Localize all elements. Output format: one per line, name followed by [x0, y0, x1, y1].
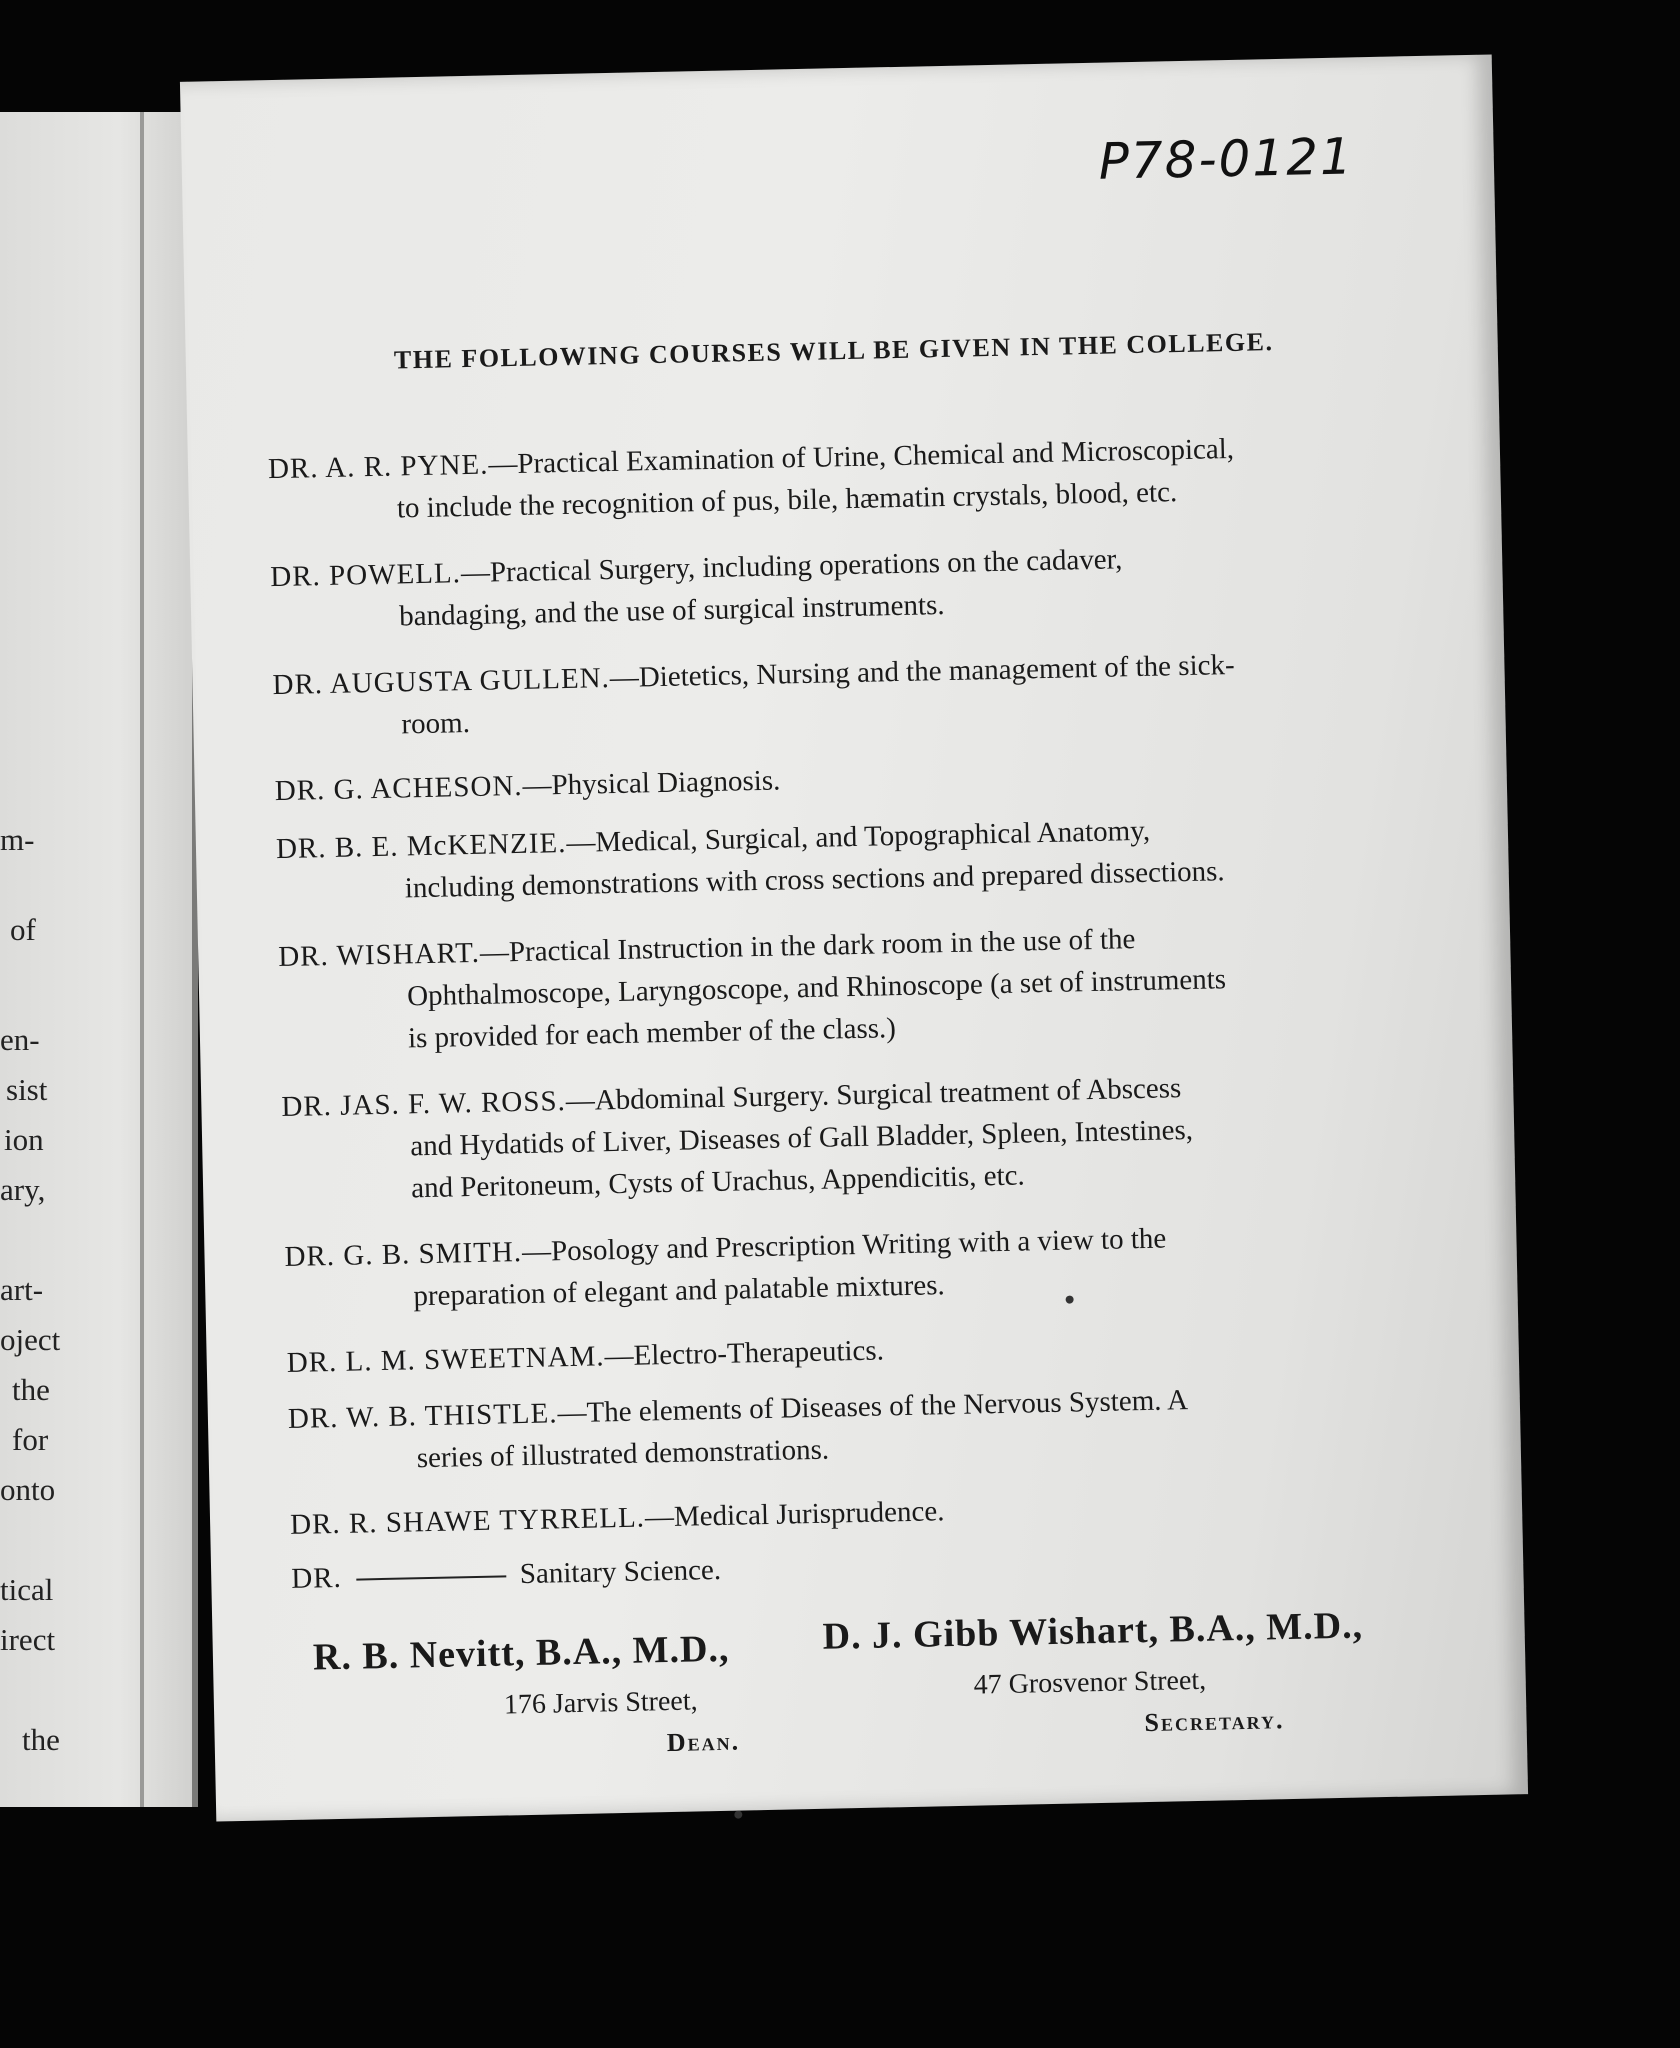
course-description: —Dietetics, Nursing and the management of the sick- — [609, 648, 1235, 695]
course-continuation: preparation of elegant and palatable mixtures. — [413, 1269, 946, 1313]
course-continuation: room. — [401, 707, 471, 741]
left-fragment: m- — [0, 822, 35, 857]
left-fragment: oject — [0, 1322, 61, 1357]
blank-lecturer-line — [356, 1576, 506, 1581]
course-description: —Posology and Prescription Writing with a view to the — [521, 1222, 1167, 1269]
handwritten-catalog-number: P78-0121 — [1098, 127, 1355, 191]
course-entry — [274, 746, 1425, 812]
course-entry — [270, 532, 1422, 640]
course-description: —The elements of Diseases of the Nervous System. A — [557, 1384, 1189, 1430]
left-fragment: ion — [4, 1122, 44, 1157]
left-fragment: ary, — [0, 1172, 46, 1207]
course-description: —Medical, Surgical, and Topographical Anatomy, — [566, 814, 1151, 859]
left-fragment: art- — [0, 1272, 44, 1307]
course-entry — [288, 1374, 1440, 1482]
course-continuation: and Hydatids of Liver, Diseases of Gall Bladder, Spleen, Intestines, — [409, 1113, 1194, 1163]
course-lecturer: DR. JAS. F. W. ROSS. — [281, 1085, 567, 1124]
course-description: Sanitary Science. — [519, 1553, 722, 1591]
course-continuation: Ophthalmoscope, Laryngoscope, and Rhinoscope (a set of instruments — [406, 963, 1227, 1013]
dean-name: R. B. Nevitt, B.A., M.D., — [312, 1627, 730, 1679]
course-lecturer: DR. G. B. SMITH. — [284, 1236, 523, 1273]
course-description: —Electro-Therapeutics. — [604, 1334, 885, 1373]
course-lecturer: DR. W. B. THISTLE. — [287, 1397, 558, 1435]
course-entry — [290, 1480, 1441, 1546]
secretary-name: D. J. Gibb Wishart, B.A., M.D., — [822, 1604, 1364, 1658]
course-entry — [286, 1318, 1437, 1384]
course-lecturer: DR. B. E. McKENZIE. — [275, 827, 567, 866]
course-entry — [281, 1062, 1433, 1212]
course-description: —Medical Jurisprudence. — [644, 1495, 945, 1534]
course-entry — [284, 1212, 1436, 1320]
page-heading: THE FOLLOWING COURSES WILL BE GIVEN IN THE COLLEGE. — [393, 327, 1274, 375]
left-page-fragment — [0, 112, 198, 1807]
secretary-address: 47 Grosvenor Street, — [973, 1664, 1207, 1701]
course-entry — [272, 640, 1424, 748]
course-continuation: bandaging, and the use of surgical instruments. — [398, 589, 945, 633]
course-lecturer: DR. A. R. PYNE. — [267, 448, 489, 486]
course-lecturer: DR. G. ACHESON. — [274, 769, 523, 808]
course-description: —Practical Surgery, including operations on the cadaver, — [460, 543, 1123, 590]
course-continuation: including demonstrations with cross sections and prepared dissections. — [404, 855, 1225, 905]
left-fragment: irect — [0, 1622, 56, 1657]
course-lecturer: DR. L. M. SWEETNAM. — [286, 1340, 605, 1379]
course-lecturer: DR. POWELL. — [269, 557, 462, 594]
left-fragment: for — [12, 1422, 49, 1457]
document-page — [180, 54, 1528, 1821]
left-fragment: en- — [0, 1022, 40, 1057]
course-description: —Practical Examination of Urine, Chemical and Microscopical, — [488, 432, 1235, 481]
left-fragment: sist — [6, 1072, 48, 1107]
course-description: —Practical Instruction in the dark room in the use of the — [479, 923, 1136, 969]
page-gutter — [140, 112, 144, 1807]
course-entry — [291, 1534, 1442, 1600]
course-continuation: series of illustrated demonstrations. — [416, 1433, 830, 1475]
course-lecturer: DR. — [290, 1561, 343, 1595]
left-fragment: the — [22, 1722, 60, 1757]
dean-title: Dean. — [666, 1726, 741, 1758]
course-description: —Abdominal Surgery. Surgical treatment of Abscess — [565, 1072, 1182, 1118]
course-entry — [278, 912, 1430, 1062]
course-lecturer: DR. R. SHAWE TYRRELL. — [289, 1501, 646, 1541]
ink-speck — [734, 1811, 742, 1819]
left-fragment: the — [12, 1372, 50, 1407]
left-fragment: tical — [0, 1572, 54, 1607]
course-continuation: and Peritoneum, Cysts of Urachus, Appendicitis, etc. — [410, 1159, 1026, 1205]
course-entry — [268, 424, 1420, 532]
left-fragment: onto — [0, 1472, 56, 1507]
course-continuation: to include the recognition of pus, bile, hæmatin crystals, blood, etc. — [396, 476, 1178, 525]
course-continuation: is provided for each member of the class.) — [407, 1012, 897, 1055]
left-fragment: of — [10, 912, 36, 947]
dean-address: 176 Jarvis Street, — [503, 1685, 698, 1721]
course-lecturer: DR. AUGUSTA GULLEN. — [272, 662, 611, 702]
course-lecturer: DR. WISHART. — [277, 936, 481, 974]
course-description: —Physical Diagnosis. — [522, 764, 781, 802]
course-entry — [276, 804, 1428, 912]
secretary-title: Secretary. — [1144, 1705, 1285, 1738]
